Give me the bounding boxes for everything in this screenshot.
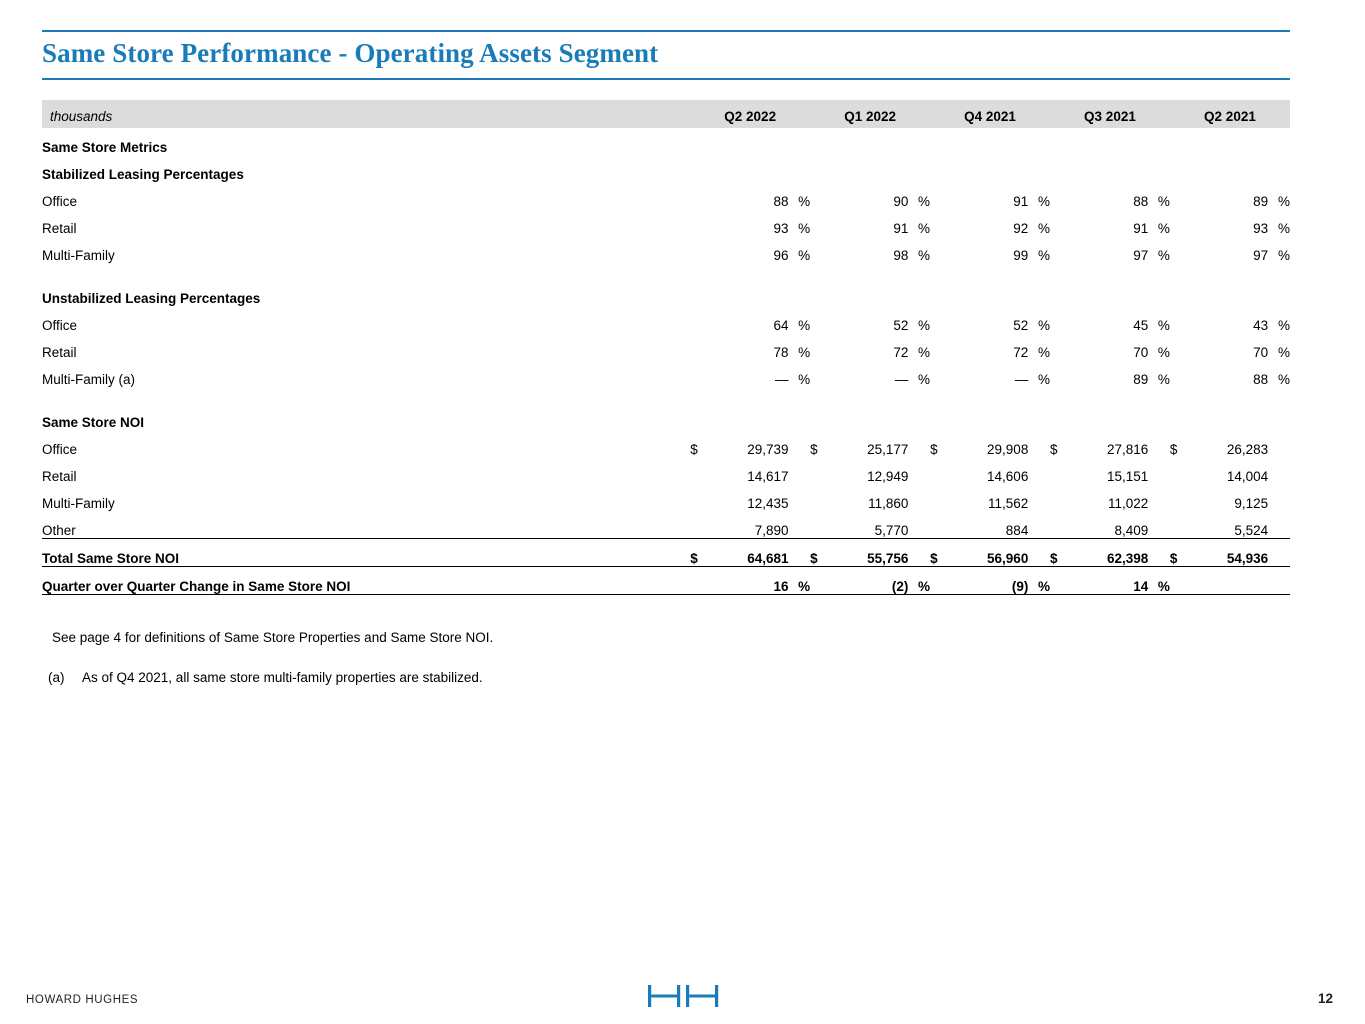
cell-value: 97 bbox=[1253, 248, 1269, 263]
row-label: Retail bbox=[42, 345, 77, 360]
currency-symbol: $ bbox=[1170, 538, 1192, 566]
column-header-q4-2021: Q4 2021 bbox=[930, 100, 1050, 128]
cell-value: 90 bbox=[893, 194, 909, 209]
cell-suffix: % bbox=[1157, 372, 1170, 387]
howard-hughes-logo-icon bbox=[0, 981, 1365, 1016]
table-row bbox=[42, 457, 1290, 484]
cell-value: 93 bbox=[773, 221, 789, 236]
cell-value: 96 bbox=[773, 248, 789, 263]
cell-suffix: % bbox=[798, 372, 811, 387]
cell-value: 91 bbox=[1133, 221, 1149, 236]
cell-value: 25,177 bbox=[867, 442, 909, 457]
currency-symbol: $ bbox=[810, 538, 832, 566]
cell-value: 11,022 bbox=[1107, 496, 1149, 511]
footnote-a bbox=[48, 670, 483, 685]
cell-suffix: % bbox=[918, 221, 931, 236]
table-row bbox=[42, 128, 1290, 155]
cell-suffix: % bbox=[918, 318, 931, 333]
title-rule-top bbox=[42, 30, 1290, 32]
cell-value: 45 bbox=[1133, 318, 1149, 333]
cell-suffix: % bbox=[1028, 566, 1050, 594]
spacer-row bbox=[42, 387, 1290, 403]
cell-value: 89 bbox=[1133, 372, 1149, 387]
cell-value: 14,606 bbox=[987, 469, 1029, 484]
quarter-over-quarter-row bbox=[42, 566, 1290, 594]
cell-value: 26,283 bbox=[1226, 442, 1269, 457]
subheading-stabilized-leasing: Stabilized Leasing Percentages bbox=[42, 167, 244, 182]
table-row bbox=[42, 511, 1290, 538]
cell-value: 93 bbox=[1253, 221, 1269, 236]
cell-suffix: % bbox=[1037, 248, 1050, 263]
row-label: Retail bbox=[42, 469, 77, 484]
cell-value: 15,151 bbox=[1106, 469, 1149, 484]
cell-suffix: % bbox=[918, 345, 931, 360]
cell-suffix: % bbox=[918, 372, 931, 387]
cell-value: 70 bbox=[1133, 345, 1149, 360]
qoq-value: 14 bbox=[1071, 566, 1148, 594]
cell-suffix: % bbox=[908, 566, 930, 594]
row-label: Multi-Family (a) bbox=[42, 372, 135, 387]
total-value: 56,960 bbox=[952, 538, 1029, 566]
table-row bbox=[42, 155, 1290, 182]
row-label: Multi-Family bbox=[42, 496, 115, 511]
cell-value: 52 bbox=[1013, 318, 1029, 333]
qoq-value: 16 bbox=[712, 566, 789, 594]
cell-suffix: % bbox=[1037, 194, 1050, 209]
table-row bbox=[42, 430, 1290, 457]
row-label: Multi-Family bbox=[42, 248, 115, 263]
cell-value: — bbox=[1014, 372, 1029, 387]
cell-suffix: % bbox=[1157, 194, 1170, 209]
cell-value: 9,125 bbox=[1234, 496, 1269, 511]
footer-brand: HOWARD HUGHES bbox=[26, 994, 139, 1006]
total-row bbox=[42, 538, 1290, 566]
total-value: 64,681 bbox=[712, 538, 789, 566]
cell-suffix: % bbox=[1277, 345, 1290, 360]
cell-suffix: % bbox=[918, 248, 931, 263]
cell-suffix: % bbox=[1277, 221, 1290, 236]
total-value: 62,398 bbox=[1071, 538, 1148, 566]
cell-suffix: % bbox=[798, 345, 811, 360]
table-row bbox=[42, 182, 1290, 209]
page-number: 12 bbox=[1317, 991, 1333, 1006]
table-row bbox=[42, 333, 1290, 360]
cell-value: — bbox=[774, 372, 789, 387]
cell-suffix: % bbox=[1157, 248, 1170, 263]
cell-suffix: % bbox=[1277, 318, 1290, 333]
currency-symbol: $ bbox=[1049, 442, 1058, 457]
cell-value: 88 bbox=[1253, 372, 1269, 387]
cell-value: 70 bbox=[1253, 345, 1269, 360]
cell-value: 91 bbox=[1013, 194, 1029, 209]
section-heading-same-store-metrics: Same Store Metrics bbox=[42, 140, 168, 155]
cell-value: 91 bbox=[893, 221, 909, 236]
cell-suffix: % bbox=[1037, 372, 1050, 387]
row-label: Office bbox=[42, 194, 78, 209]
spacer-row bbox=[42, 263, 1290, 279]
cell-suffix: % bbox=[1037, 221, 1050, 236]
title-rule-bottom bbox=[42, 78, 1290, 80]
cell-value: 14,004 bbox=[1226, 469, 1269, 484]
row-label: Other bbox=[42, 522, 76, 538]
cell-value: 11,860 bbox=[868, 496, 909, 511]
table-row bbox=[42, 484, 1290, 511]
cell-value: 29,908 bbox=[987, 442, 1029, 457]
units-label: thousands bbox=[42, 100, 690, 128]
qoq-value: (2) bbox=[832, 566, 909, 594]
cell-value: 97 bbox=[1133, 248, 1149, 263]
cell-value: 8,409 bbox=[1114, 522, 1149, 538]
currency-symbol: $ bbox=[1169, 442, 1178, 457]
column-header-q2-2021: Q2 2021 bbox=[1170, 100, 1290, 128]
cell-suffix: % bbox=[1277, 194, 1290, 209]
cell-value: 98 bbox=[893, 248, 909, 263]
total-value: 55,756 bbox=[832, 538, 909, 566]
cell-suffix: % bbox=[1157, 345, 1170, 360]
cell-suffix: % bbox=[798, 194, 811, 209]
cell-suffix: % bbox=[798, 221, 811, 236]
cell-value: 29,739 bbox=[747, 442, 789, 457]
column-header-q3-2021: Q3 2021 bbox=[1050, 100, 1170, 128]
currency-symbol: $ bbox=[930, 442, 938, 457]
total-label: Total Same Store NOI bbox=[42, 538, 690, 566]
cell-value: 92 bbox=[1013, 221, 1029, 236]
currency-symbol: $ bbox=[930, 538, 952, 566]
cell-value: 12,949 bbox=[867, 469, 909, 484]
cell-value: 64 bbox=[773, 318, 789, 333]
column-header-q1-2022: Q1 2022 bbox=[810, 100, 930, 128]
row-label: Retail bbox=[42, 221, 77, 236]
cell-suffix: % bbox=[1037, 345, 1050, 360]
cell-value: 78 bbox=[773, 345, 789, 360]
table-row bbox=[42, 360, 1290, 387]
cell-value: 12,435 bbox=[747, 496, 789, 511]
table-row bbox=[42, 306, 1290, 333]
cell-value: 52 bbox=[893, 318, 909, 333]
column-header-q2-2022: Q2 2022 bbox=[690, 100, 810, 128]
cell-suffix: % bbox=[1037, 318, 1050, 333]
cell-value: 88 bbox=[1133, 194, 1149, 209]
cell-suffix: % bbox=[1157, 221, 1170, 236]
footnote-a-marker: (a) bbox=[48, 670, 65, 685]
table-row bbox=[42, 236, 1290, 263]
table-row bbox=[42, 403, 1290, 430]
page-title: Same Store Performance - Operating Assets Segment bbox=[42, 38, 659, 68]
cell-value: 99 bbox=[1013, 248, 1029, 263]
currency-symbol: $ bbox=[690, 538, 712, 566]
total-value: 54,936 bbox=[1191, 538, 1268, 566]
same-store-performance-table bbox=[42, 100, 1290, 595]
qoq-value bbox=[1191, 566, 1268, 594]
cell-value: 89 bbox=[1253, 194, 1269, 209]
cell-suffix: % bbox=[1277, 372, 1290, 387]
cell-value: 14,617 bbox=[747, 469, 789, 484]
table-row bbox=[42, 279, 1290, 306]
footnote-definitions: See page 4 for definitions of Same Store Properties and Same Store NOI. bbox=[52, 630, 494, 645]
cell-value: 7,890 bbox=[754, 522, 789, 538]
cell-value: 88 bbox=[773, 194, 789, 209]
section-heading-same-store-noi: Same Store NOI bbox=[42, 415, 145, 430]
qoq-label: Quarter over Quarter Change in Same Store NOI bbox=[42, 566, 690, 594]
footnote-a-text: As of Q4 2021, all same store multi-family properties are stabilized. bbox=[82, 670, 483, 685]
table-row bbox=[42, 209, 1290, 236]
financial-table-wrapper bbox=[42, 100, 1290, 595]
currency-symbol: $ bbox=[690, 442, 698, 457]
row-label: Office bbox=[42, 442, 78, 457]
row-label: Office bbox=[42, 318, 78, 333]
currency-symbol: $ bbox=[1050, 538, 1072, 566]
cell-value: 5,770 bbox=[874, 522, 909, 538]
cell-value: 11,562 bbox=[988, 496, 1029, 511]
cell-suffix: % bbox=[1148, 566, 1170, 594]
cell-suffix: % bbox=[1277, 248, 1290, 263]
cell-value: 27,816 bbox=[1106, 442, 1149, 457]
cell-value: 43 bbox=[1253, 318, 1269, 333]
cell-value: 72 bbox=[1013, 345, 1029, 360]
table-header-row bbox=[42, 100, 1290, 128]
cell-value: 884 bbox=[1005, 522, 1029, 538]
cell-value: — bbox=[894, 372, 909, 387]
cell-suffix: % bbox=[798, 318, 811, 333]
currency-symbol: $ bbox=[810, 442, 818, 457]
cell-suffix: % bbox=[788, 566, 810, 594]
cell-suffix: % bbox=[798, 248, 811, 263]
qoq-value: (9) bbox=[952, 566, 1029, 594]
cell-value: 72 bbox=[893, 345, 909, 360]
subheading-unstabilized-leasing: Unstabilized Leasing Percentages bbox=[42, 291, 261, 306]
cell-value: 5,524 bbox=[1234, 522, 1269, 538]
cell-suffix: % bbox=[918, 194, 931, 209]
cell-suffix: % bbox=[1157, 318, 1170, 333]
